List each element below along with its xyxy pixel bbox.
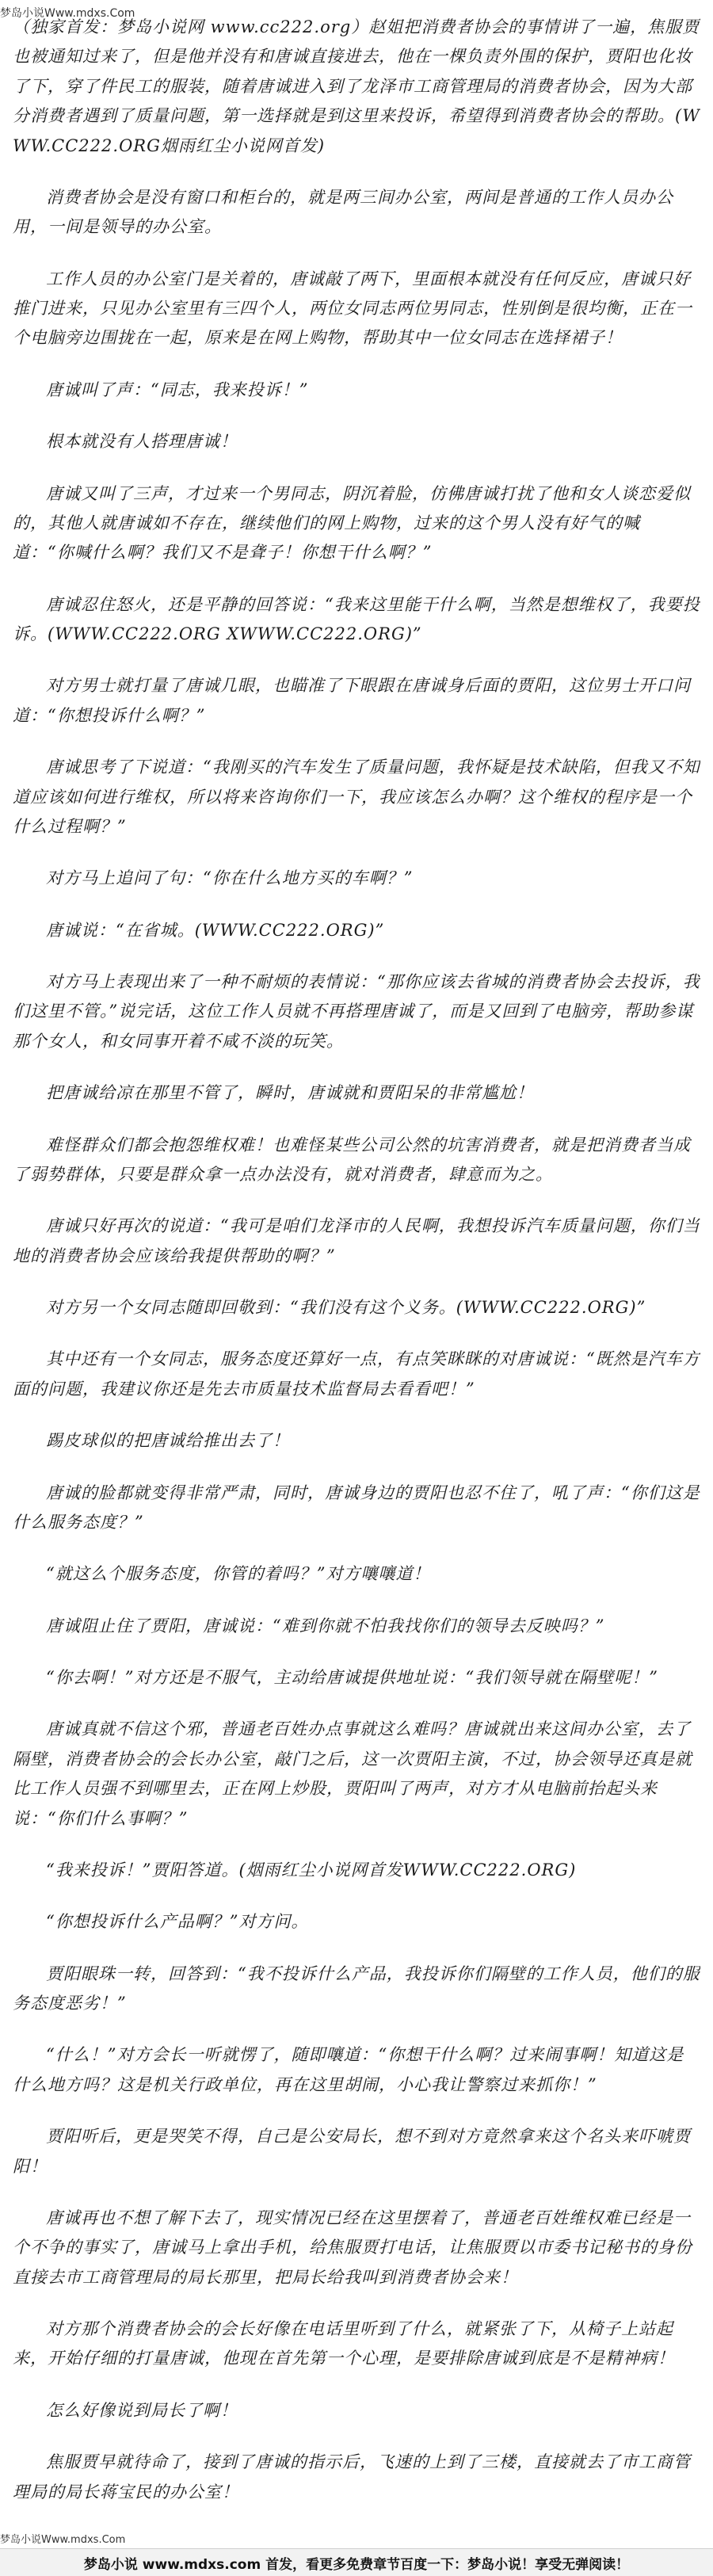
paragraph: “什么！”对方会长一听就愣了，随即嚷道：“你想干什么啊？过来闹事啊！知道这是什么地方吗？这是机关行政单位，再在这里胡闹，小心我让警察过来抓你！” [13,2045,684,2094]
paragraph: 唐诚说：“在省城。(WWW.CC222.ORG)” [46,920,385,940]
paragraph: 对方马上表现出来了一种不耐烦的表情说：“那你应该去省城的消费者协会去投诉，我们这里不管。”说完话，这位工作人员就不再搭理唐诚了，而是又回到了电脑旁，帮助参谋那个女人，和女同事开着不咸不淡的玩笑。 [13,972,700,1051]
chapter-text [13,13,700,2513]
paragraph: 唐诚思考了下说道：“我刚买的汽车发生了质量问题，我怀疑是技术缺陷，但我又不知道应该如何进行维权，所以将来咨询你们一下，我应该怎么办啊？这个维权的程序是一个什么过程啊？” [13,758,700,836]
paragraph: 焦服贾早就待命了，接到了唐诚的指示后，飞速的上到了三楼，直接就去了市工商管理局的局长蒋宝民的办公室！ [13,2452,691,2502]
paragraph: 唐诚阻止住了贾阳，唐诚说：“难到你就不怕我找你们的领导去反映吗？” [46,1616,605,1635]
paragraph: 对方马上追问了句：“你在什么地方买的车啊？” [46,868,414,888]
paragraph: 贾阳听后，更是哭笑不得，自己是公安局长，想不到对方竟然拿来这个名头来吓唬贾阳！ [13,2127,691,2176]
paragraph: 唐诚真就不信这个邪，普通老百姓办点事就这么难吗？唐诚就出来这间办公室，去了隔壁，消费者协会的会长办公室，敲门之后，这一次贾阳主演，不过，协会领导还真是就比工作人员强不到哪里去，正在网上炒股，贾阳叫了两声，对方才从电脑前抬起头来说：“你们什么事啊？” [13,1719,692,1828]
site-watermark-bottom: 梦岛小说Www.mdxs.Com [0,2534,126,2546]
paragraph: 唐诚叫了声：“同志，我来投诉！” [46,380,309,399]
paragraph: 贾阳眼珠一转，回答到：“我不投诉什么产品，我投诉你们隔壁的工作人员，他们的服务态度恶劣！” [13,1963,700,2013]
paragraph: “你想投诉什么产品啊？”对方问。 [46,1912,309,1932]
paragraph: 唐诚的脸都就变得非常严肃，同时，唐诚身边的贾阳也忍不住了，吼了声：“你们这是什么服务态度？” [13,1483,700,1532]
site-watermark-top: 梦岛小说Www.mdxs.Com [0,7,135,20]
paragraph: （独家首发：梦岛小说网 www.cc222.org）赵姐把消费者协会的事情讲了一遍，焦服贾也被通知过来了，但是他并没有和唐诚直接进去，他在一棵负责外围的保护，贾阳也化妆了下，穿了件民工的服装，随着唐诚进入到了龙泽市工商管理局的消费者协会，因为大部分消费者遇到了质量问题，第一选择就是到这里来投诉，希望得到消费者协会的帮助。(WWW.CC222.ORG烟雨红尘小说网首发) [13,17,700,155]
paragraph: 唐诚再也不想了解下去了，现实情况已经在这里摆着了，普通老百姓维权难已经是一个不争的事实了，唐诚马上拿出手机，给焦服贾打电话，让焦服贾以市委书记秘书的身份直接去市工商管理局的局长那里，把局长给我叫到消费者协会来！ [13,2208,692,2287]
paragraph: “我来投诉！”贾阳答道。(烟雨红尘小说网首发WWW.CC222.ORG) [46,1860,577,1880]
paragraph: 唐诚又叫了三声，才过来一个男同志，阴沉着脸，仿佛唐诚打扰了他和女人谈恋爱似的，其他人就唐诚如不存在，继续他们的网上购物，过来的这个男人没有好气的喊道：“你喊什么啊？我们又不是聋子！你想干什么啊？” [13,483,691,563]
paragraph: 对方男士就打量了唐诚几眼，也瞄准了下眼跟在唐诚身后面的贾阳，这位男士开口问道：“你想投诉什么啊？” [13,676,691,725]
paragraph: 唐诚忍住怒火，还是平静的回答说：“我来这里能干什么啊，当然是想维权了，我要投诉。(WWW.CC222.ORG XWWW.CC222.ORG)” [13,594,700,643]
paragraph: 把唐诚给凉在那里不管了，瞬时，唐诚就和贾阳呆的非常尴尬！ [46,1083,534,1103]
paragraph: 对方那个消费者协会的会长好像在电话里听到了什么，就紧张了下，从椅子上站起来，开始仔细的打量唐诚，他现在首先第一个心理，是要排除唐诚到底是不是精神病！ [13,2319,675,2368]
paragraph: “就这么个服务态度，你管的着吗？”对方嚷嚷道！ [46,1564,431,1584]
paragraph: 怎么好像说到局长了啊！ [46,2400,238,2420]
paragraph: 对方另一个女同志随即回敬到：“我们没有这个义务。(WWW.CC222.ORG)” [46,1298,646,1317]
paragraph: 难怪群众们都会抱怨维权难！也难怪某些公司公然的坑害消费者，就是把消费者当成了弱势群体，只要是群众拿一点办法没有，就对消费者，肆意而为之。 [13,1135,691,1184]
footer-banner-text: 梦岛小说 www.mdxs.com 首发，看更多免费章节百度一下：梦岛小说！享受无弹阅读！ [83,2556,630,2573]
paragraph: 工作人员的办公室门是关着的，唐诚敲了两下，里面根本就没有任何反应，唐诚只好推门进来，只见办公室里有三四个人，两位女同志两位男同志，性别倒是很均衡，正在一个电脑旁边围拢在一起，原来是在网上购物，帮助其中一位女同志在选择裙子！ [13,269,692,348]
paragraph: “你去啊！”对方还是不服气，主动给唐诚提供地址说：“我们领导就在隔壁呢！” [46,1668,658,1687]
paragraph: 根本就没有人搭理唐诚！ [46,432,238,452]
paragraph: 消费者协会是没有窗口和柜台的，就是两三间办公室，两间是普通的工作人员办公用，一间是领导的办公室。 [13,187,673,237]
paragraph: 踢皮球似的把唐诚给推出去了！ [46,1431,290,1451]
paragraph: 其中还有一个女同志，服务态度还算好一点，有点笑眯眯的对唐诚说：“既然是汽车方面的问题，我建议你还是先去市质量技术监督局去看看吧！” [13,1349,700,1399]
footer-banner [0,2548,713,2576]
paragraph: 唐诚只好再次的说道：“我可是咱们龙泽市的人民啊，我想投诉汽车质量问题，你们当地的消费者协会应该给我提供帮助的啊？” [13,1216,700,1265]
